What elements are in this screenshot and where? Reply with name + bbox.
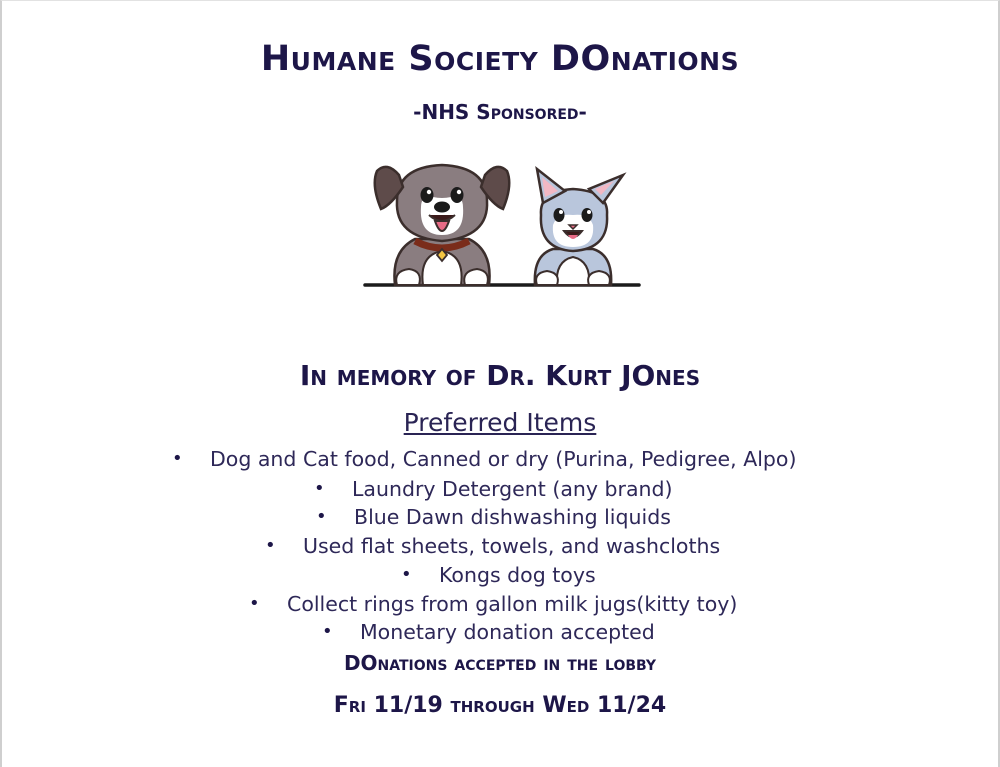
list-item bbox=[249, 592, 738, 616]
list-item bbox=[172, 447, 797, 471]
cat-icon bbox=[535, 169, 623, 285]
donation-location: DOnations accepted in the lobby bbox=[343, 651, 657, 675]
bullet: • bbox=[322, 621, 333, 642]
list-item bbox=[314, 477, 673, 501]
item-text: Collect rings from gallon milk jugs(kitty toy) bbox=[287, 592, 738, 616]
list-item bbox=[322, 620, 655, 644]
item-text: Used flat sheets, towels, and washcloths bbox=[303, 534, 721, 558]
bullet: • bbox=[401, 564, 412, 585]
list-item bbox=[316, 505, 671, 529]
dog-icon bbox=[375, 165, 510, 285]
item-text: Kongs dog toys bbox=[439, 563, 596, 587]
bullet: • bbox=[316, 506, 327, 527]
bullet: • bbox=[172, 448, 183, 469]
donation-dates: Fri 11/19 through Wed 11/24 bbox=[333, 693, 667, 718]
item-text: Dog and Cat food, Canned or dry (Purina, Pedigree, Alpo) bbox=[210, 447, 797, 471]
list-item bbox=[401, 563, 596, 587]
item-text: Blue Dawn dishwashing liquids bbox=[354, 505, 671, 529]
bullet: • bbox=[265, 535, 276, 556]
memorial-heading: In memory of Dr. Kurt JOnes bbox=[299, 359, 701, 392]
flyer-subtitle: -NHS Sponsored- bbox=[413, 100, 587, 124]
bullet: • bbox=[249, 593, 260, 614]
dog-and-cat-illustration bbox=[357, 151, 647, 301]
preferred-items-heading: Preferred Items bbox=[403, 408, 597, 437]
item-text: Monetary donation accepted bbox=[360, 620, 655, 644]
bullet: • bbox=[314, 478, 325, 499]
list-item bbox=[265, 534, 721, 558]
flyer-title: Humane Society DOnations bbox=[260, 39, 740, 79]
item-text: Laundry Detergent (any brand) bbox=[352, 477, 673, 501]
